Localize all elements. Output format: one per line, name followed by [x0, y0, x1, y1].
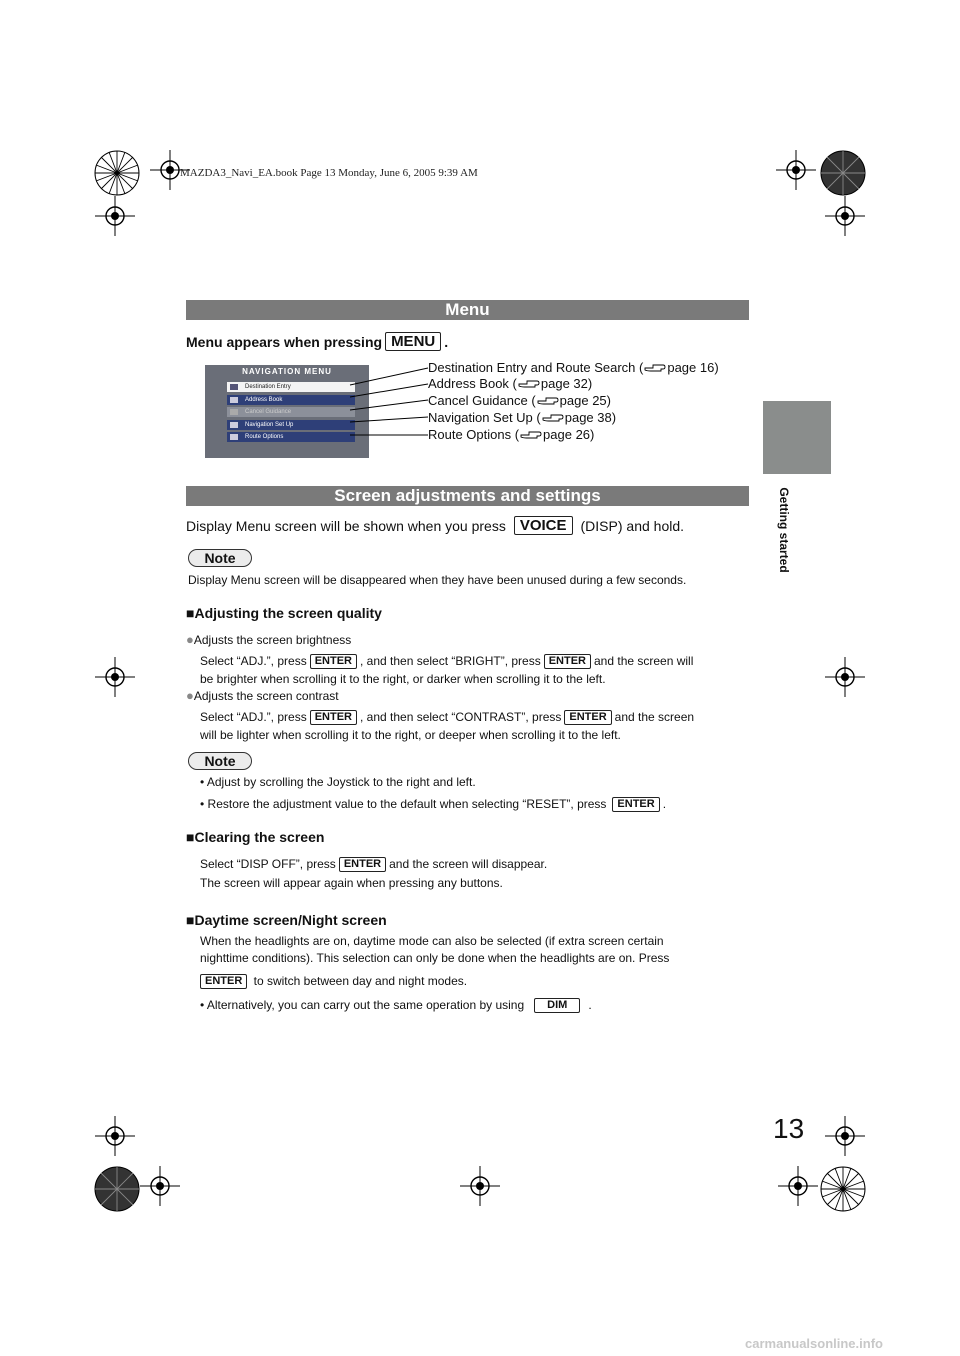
side-tab-label: Getting started — [777, 487, 791, 573]
daynight-heading: ■Daytime screen/Night screen — [186, 912, 387, 928]
nav-menu-item: Cancel Guidance — [227, 407, 355, 417]
enter-key: ENTER — [339, 857, 386, 872]
menu-reference: Cancel Guidance ( page 25) — [428, 393, 611, 408]
clearing-heading: ■Clearing the screen — [186, 829, 325, 845]
daynight-line-1: When the headlights are on, daytime mode can also be selected (if extra screen certain — [200, 934, 664, 948]
menu-reference: Navigation Set Up ( page 38) — [428, 410, 617, 425]
dim-key: DIM — [534, 998, 580, 1013]
enter-key: ENTER — [200, 974, 247, 989]
page-number: 13 — [773, 1113, 805, 1144]
pointing-hand-icon — [517, 377, 541, 389]
rosette-mark-icon — [820, 1166, 866, 1212]
note-bullet: • Adjust by scrolling the Joystick to the right and left. — [200, 775, 476, 789]
nav-menu-item: Address Book — [227, 395, 355, 405]
contrast-line-2: will be lighter when scrolling it to the right, or deeper when scrolling it to the left. — [200, 728, 621, 742]
enter-key: ENTER — [310, 654, 357, 669]
registration-mark-icon — [460, 1166, 500, 1206]
note-badge: Note — [188, 549, 252, 567]
pointing-hand-icon — [536, 394, 560, 406]
daynight-line-4: • Alternatively, you can carry out the same operation by using DIM . — [200, 998, 592, 1012]
registration-mark-icon — [140, 1166, 180, 1206]
voice-key: VOICE — [514, 516, 573, 535]
callout-lines — [348, 360, 430, 450]
quality-heading: ■Adjusting the screen quality — [186, 605, 382, 621]
menu-reference: Route Options ( page 26) — [428, 427, 595, 442]
nav-menu-item: Route Options — [227, 432, 355, 442]
nav-menu-title: NAVIGATION MENU — [242, 367, 332, 376]
rosette-mark-icon — [94, 150, 140, 196]
brightness-title: ●Adjusts the screen brightness — [186, 632, 352, 647]
contrast-title: ●Adjusts the screen contrast — [186, 688, 339, 703]
menu-intro: Menu appears when pressing MENU . — [186, 333, 449, 350]
navigation-menu-screenshot — [205, 365, 369, 458]
rosette-mark-icon — [820, 150, 866, 196]
registration-mark-icon — [776, 150, 816, 190]
nav-menu-item: Destination Entry — [227, 382, 355, 392]
registration-mark-icon — [825, 196, 865, 236]
registration-mark-icon — [825, 657, 865, 697]
nav-menu-item: Navigation Set Up — [227, 420, 355, 430]
registration-mark-icon — [95, 657, 135, 697]
menu-key: MENU — [385, 332, 441, 351]
registration-mark-icon — [95, 196, 135, 236]
side-tab — [763, 401, 831, 474]
registration-mark-icon — [825, 1116, 865, 1156]
brightness-line-1: Select “ADJ.”, press ENTER , and then select “BRIGHT”, press ENTER and the screen will — [200, 654, 694, 668]
enter-key: ENTER — [564, 710, 611, 725]
screen-section-title: Screen adjustments and settings — [186, 486, 749, 506]
book-header: MAZDA3_Navi_EA.book Page 13 Monday, June 6, 2005 9:39 AM — [180, 167, 478, 179]
pointing-hand-icon — [519, 428, 543, 440]
clearing-line-1: Select “DISP OFF”, press ENTER and the screen will disappear. — [200, 857, 548, 871]
menu-reference: Destination Entry and Route Search ( page 16) — [428, 360, 719, 375]
menu-section-title: Menu — [186, 300, 749, 320]
daynight-line-3: ENTER to switch between day and night modes. — [200, 973, 467, 989]
pointing-hand-icon — [541, 411, 565, 423]
enter-key: ENTER — [544, 654, 591, 669]
daynight-line-2: nighttime conditions). This selection can only be done when the headlights are on. Press — [200, 951, 670, 965]
menu-reference: Address Book ( page 32) — [428, 376, 593, 391]
watermark: carmanualsonline.info — [745, 1336, 883, 1351]
brightness-line-2: be brighter when scrolling it to the right, or darker when scrolling it to the left. — [200, 672, 606, 686]
rosette-mark-icon — [94, 1166, 140, 1212]
clearing-line-2: The screen will appear again when pressing any buttons. — [200, 876, 503, 890]
note-text: Display Menu screen will be disappeared when they have been unused during a few seconds. — [188, 573, 687, 587]
enter-key: ENTER — [612, 797, 659, 812]
pointing-hand-icon — [643, 361, 667, 373]
note-bullet: • Restore the adjustment value to the default when selecting “RESET”, press ENTER . — [200, 797, 667, 811]
note-badge: Note — [188, 752, 252, 770]
registration-mark-icon — [95, 1116, 135, 1156]
screen-intro: Display Menu screen will be shown when you press VOICE (DISP) and hold. — [186, 517, 685, 534]
registration-mark-icon — [778, 1166, 818, 1206]
enter-key: ENTER — [310, 710, 357, 725]
contrast-line-1: Select “ADJ.”, press ENTER , and then select “CONTRAST”, press ENTER and the screen — [200, 710, 695, 724]
